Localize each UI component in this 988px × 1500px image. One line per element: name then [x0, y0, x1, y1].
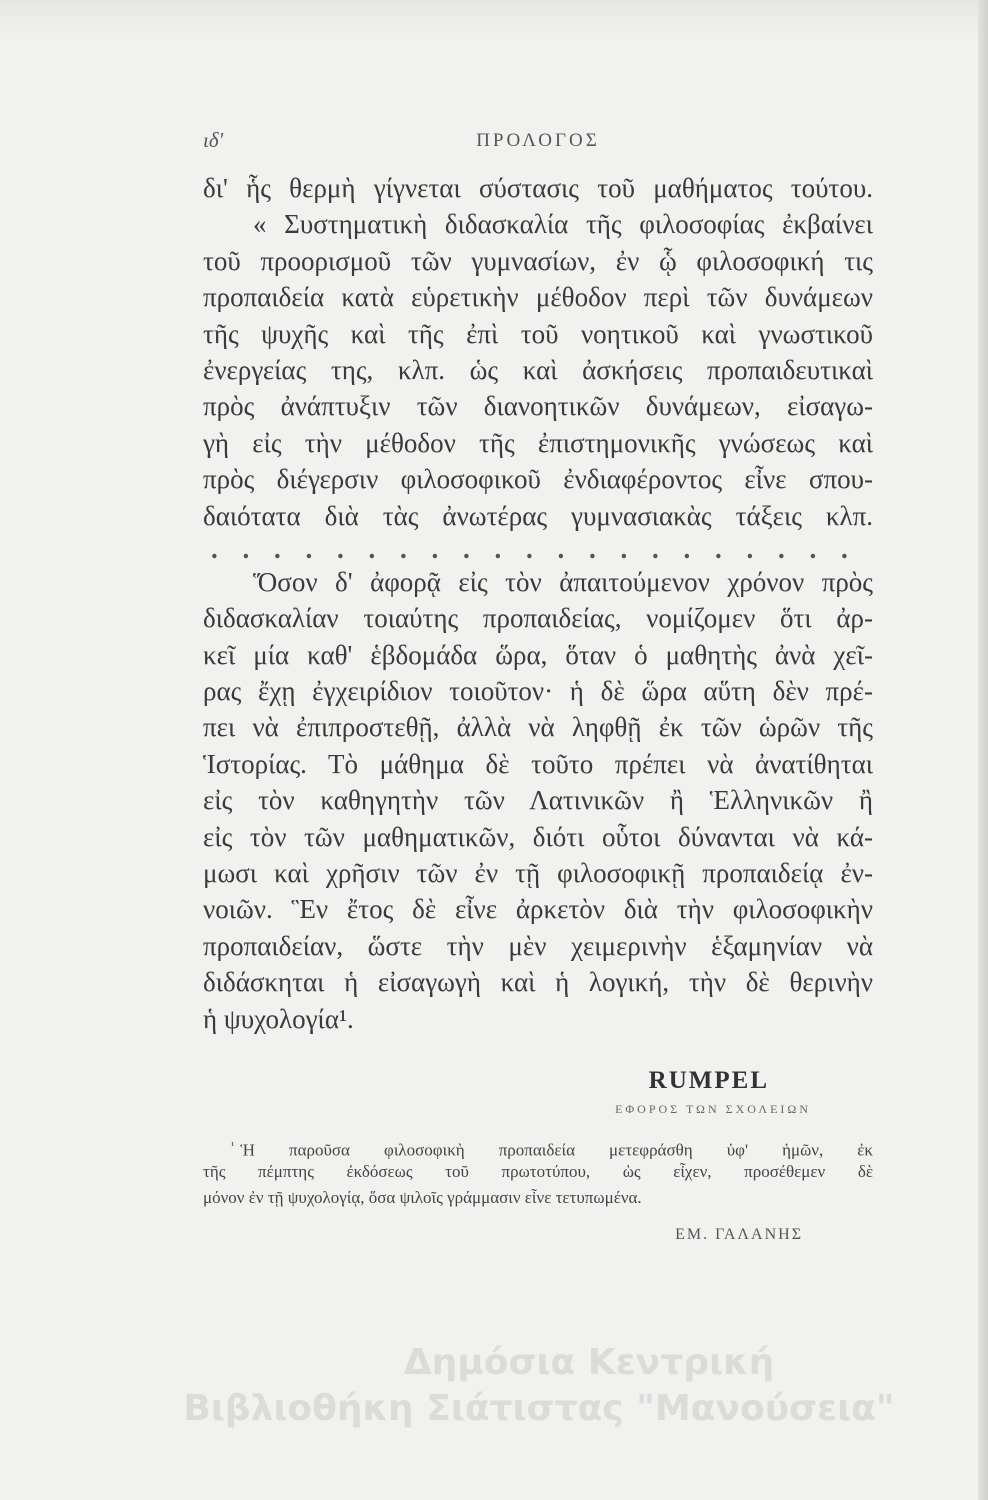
running-head [203, 128, 873, 158]
text-line: νοιῶν. Ἓν ἔτος δὲ εἶνε ἀρκετὸν διὰ τὴν φιλοσοφικὴν [203, 894, 873, 925]
text-line: « Συστηματικὴ διδασκαλία τῆς φιλοσοφίας ἐκβαίνει [253, 209, 873, 240]
text-line: εἰς τὸν καθηγητὴν τῶν Λατινικῶν ἢ Ἑλληνικῶν ἢ [203, 785, 873, 816]
text-line: ρας ἔχῃ ἐγχειρίδιον τοιοῦτον· ἡ δὲ ὥρα αὕτη δὲν πρέ- [203, 676, 873, 707]
page-number: ιδ' [203, 128, 224, 152]
footnote-marker: ¹ [231, 1140, 235, 1152]
text-line: γὴ εἰς τὴν μέθοδον τῆς ἐπιστημονικῆς γνώσεως καὶ [203, 427, 873, 458]
text-line: πρὸς ἀνάπτυξιν τῶν διανοητικῶν δυνάμεων, εἰσαγω- [203, 391, 873, 422]
signature-block [203, 1065, 873, 1121]
text-line: δι' ἧς θερμὴ γίγνεται σύστασις τοῦ μαθήματος τούτου. [203, 173, 873, 203]
footnote-line: τῆς πέμπτης ἐκδόσεως τοῦ πρωτοτύπου, ὡς εἶχεν, προσέθεμεν δὲ [203, 1162, 873, 1181]
text-line: προπαιδείαν, ὥστε τὴν μὲν χειμερινὴν ἑξαμηνίαν νὰ [203, 930, 873, 961]
text-line: κεῖ μία καθ' ἑβδομάδα ὥρα, ὅταν ὁ μαθητὴς ἀνὰ χεῖ- [203, 639, 873, 670]
text-line: Ὅσον δ' ἀφορᾷ εἰς τὸν ἀπαιτούμενον χρόνον πρὸς [253, 566, 873, 597]
signature-title: ΕΦΟΡΟΣ ΤΩΝ ΣΧΟΛΕΙΩΝ [615, 1102, 811, 1116]
footnote [203, 1133, 873, 1211]
translator-name: ΕΜ. ΓΑΛΑΝΗΣ [675, 1226, 803, 1243]
footnote-text: Ἡ παροῦσα φιλοσοφικὴ προπαιδεία μετεφράσθη ὑφ' ἡμῶν, ἐκ [240, 1140, 873, 1160]
text-line: προπαιδεία κατὰ εὑρετικὴν μέθοδον περὶ τῶν δυνάμεων [203, 282, 873, 313]
text-line: ἐνεργείας της, κλπ. ὡς καὶ ἀσκήσεις προπαιδευτικαὶ [203, 354, 873, 385]
watermark-line: Δημόσια Κεντρική [403, 1342, 775, 1383]
text-line: δαιότατα διὰ τὰς ἀνωτέρας γυμνασιακὰς τάξεις κλπ. [203, 500, 873, 531]
text-line: πρὸς διέγερσιν φιλοσοφικοῦ ἐνδιαφέροντος εἶνε σπου- [203, 464, 873, 495]
translator-signature [203, 1226, 873, 1244]
text-line: πει νὰ ἐπιπροστεθῇ, ἀλλὰ νὰ ληφθῇ ἐκ τῶν ὡρῶν τῆς [203, 712, 873, 743]
header-title: ΠΡΟΛΟΓΟΣ [476, 130, 600, 151]
text-line: διδασκαλίαν τοιαύτης προπαιδείας, νομίζομεν ὅτι ἀρ- [203, 603, 873, 634]
watermark-line: Βιβλιοθήκη Σιάτιστας "Μανούσεια" [183, 1388, 895, 1429]
footnote-line: μόνον ἐν τῇ ψυχολογίᾳ, ὅσα ψιλοῖς γράμμασιν εἶνε τετυπωμένα. [203, 1188, 642, 1207]
page-right-edge [978, 0, 988, 1500]
page-top-shade [0, 0, 988, 40]
library-watermark [0, 1340, 988, 1432]
ellipsis-row: . . . . . . . . . . . . . . . . . . . . . [211, 533, 857, 564]
text-line: εἰς τὸν τῶν μαθηματικῶν, διότι οὗτοι δύνανται νὰ κά- [203, 821, 873, 852]
text-line: τῆς ψυχῆς καὶ τῆς ἐπὶ τοῦ νοητικοῦ καὶ γνωστικοῦ [203, 318, 873, 349]
signature-name: RUMPEL [648, 1067, 769, 1094]
footnote-line [203, 1133, 873, 1159]
text-line: τοῦ προορισμοῦ τῶν γυμνασίων, ἐν ᾧ φιλοσοφική τις [203, 245, 873, 276]
text-line: Ἱστορίας. Τὸ μάθημα δὲ τοῦτο πρέπει νὰ ἀνατίθηται [203, 748, 873, 779]
body-text [203, 170, 873, 1037]
text-line: διδάσκηται ἡ εἰσαγωγὴ καὶ ἡ λογική, τὴν δὲ θερινὴν [203, 967, 873, 998]
text-line: ἡ ψυχολογία¹. [203, 1003, 354, 1034]
text-line: μωσι καὶ χρῆσιν τῶν ἐν τῇ φιλοσοφικῇ προπαιδείᾳ ἐν- [203, 858, 873, 889]
